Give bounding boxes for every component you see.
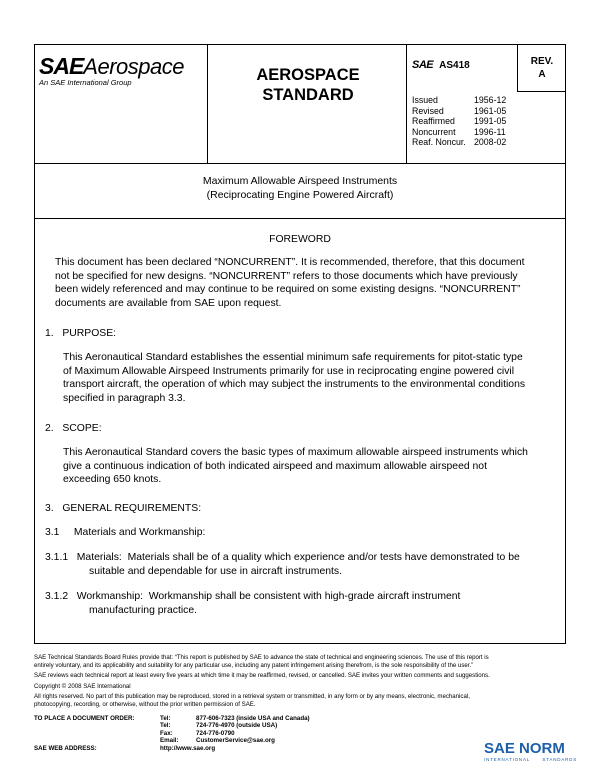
doc-mark: SAE <box>412 59 434 71</box>
rights-text: photocopying, recording, or otherwise, without the prior written permission of SAE. <box>34 701 256 709</box>
rev-value: A <box>538 69 546 80</box>
date-row <box>412 95 506 106</box>
text-line: manufacturing practice. <box>89 604 198 616</box>
title-line-2: (Reciprocating Engine Powered Aircraft) <box>206 189 394 201</box>
rev-label: REV. <box>530 56 554 67</box>
norm-logo-sub <box>484 757 577 762</box>
text-line: 3.1.2 Workmanship: Workmanship shall be consistent with high-grade aircraft instrument <box>45 591 461 602</box>
contact-value: 724-776-0790 <box>196 729 235 737</box>
contact-value: 877-606-7323 (inside USA and Canada) <box>196 715 310 722</box>
text-line: specified in paragraph 3.3. <box>63 392 186 404</box>
document-frame <box>34 44 566 644</box>
text-line: transport aircraft, the operation of which may subject the instruments to the environmental conditions <box>63 379 526 391</box>
date-value: 1996-11 <box>474 126 506 137</box>
contact-label: Tel: <box>160 715 171 722</box>
date-row <box>412 106 506 117</box>
text-line: 3.1.1 Materials: Materials shall be of a quality which experience and/or tests have demonstrated to be <box>45 552 520 563</box>
date-row <box>412 137 506 148</box>
contact-label: Email: <box>160 737 179 745</box>
date-label: Issued <box>412 95 438 105</box>
date-label: Noncurrent <box>412 126 456 137</box>
sae-norm-logo <box>484 740 577 762</box>
date-label: Reaf. Noncur. <box>412 137 466 147</box>
text-line: suitable and dependable for use in aircraft instruments. <box>89 565 342 577</box>
order-label: TO PLACE A DOCUMENT ORDER: <box>34 715 135 722</box>
norm-sub-left: INTERNATIONAL <box>484 757 531 762</box>
foreword-paragraph <box>55 256 525 310</box>
header-divider <box>406 45 407 163</box>
rules-text: entirely voluntary, and its applicability and suitability for any particular use, including any patent infringement arising therefrom, is the sole responsibility of the user.” <box>34 662 474 670</box>
contact-label: Fax: <box>160 729 173 737</box>
section-2-paragraph <box>63 446 528 487</box>
contact-values <box>196 715 396 745</box>
date-label: Reaffirmed <box>412 116 455 126</box>
contact-value: 724-776-4970 (outside USA) <box>196 722 278 730</box>
sae-aerospace-logo <box>39 53 184 87</box>
header-row <box>35 45 565 164</box>
text-line: This document has been declared “NONCURRENT”. It is recommended, therefore, that this document <box>55 257 525 268</box>
contact-email-link[interactable]: CustomerService@sae.org <box>196 737 275 745</box>
text-line: of Maximum Allowable Airspeed Instruments primarily for use in reciprocating engine powered civil <box>63 365 515 377</box>
text-line: not be specified for new designs. “NONCURRENT” refers to those documents which have previously <box>55 270 518 282</box>
date-value: 2008-02 <box>474 137 507 147</box>
section-3-1-heading: 3.1 Materials and Workmanship: <box>45 527 206 538</box>
rev-box-bottom <box>517 91 565 92</box>
document-number <box>412 59 470 71</box>
date-label: Revised <box>412 105 444 116</box>
section-1-heading: 1. PURPOSE: <box>45 328 117 339</box>
text-line: been widely referenced and may continue to be required on some existing designs. “NONCURRENT” <box>55 284 521 296</box>
text-line: give a continuous indication of both indicated airspeed and maximum allowable airspeed not <box>63 460 487 472</box>
web-address-link[interactable]: http://www.sae.org <box>160 745 216 752</box>
section-2-heading: 2. SCOPE: <box>45 423 102 434</box>
date-value: 1961-05 <box>474 105 507 116</box>
standard-title: AEROSPACE STANDARD <box>256 66 360 104</box>
title-line-1: Maximum Allowable Airspeed Instruments <box>202 175 398 187</box>
contact-label: Tel: <box>160 722 171 730</box>
web-label: SAE WEB ADDRESS: <box>34 745 97 752</box>
legal-footer <box>34 654 566 709</box>
text-line: This Aeronautical Standard covers the basic types of maximum allowable airspeed instruments which <box>63 447 528 458</box>
review-text: SAE reviews each technical report at least every five years at which time it may be reaffirmed, revised, or cancelled. SAE invites your written comments and suggestions. <box>34 672 490 680</box>
logo-sae: SAE <box>39 53 84 79</box>
section-3-heading: 3. GENERAL REQUIREMENTS: <box>45 503 202 514</box>
revision-box <box>519 55 565 81</box>
date-row <box>412 116 506 127</box>
date-row <box>412 127 506 138</box>
rights-text: All rights reserved. No part of this publication may be reproduced, stored in a retrieval system or transmitted, in any form or by any means, electronic, mechanical, <box>34 692 470 700</box>
text-line: This Aeronautical Standard establishes the essential minimum safe requirements for pitot-static type <box>63 352 523 363</box>
section-1-paragraph <box>63 351 525 405</box>
logo-tagline: An SAE International Group <box>39 78 132 87</box>
foreword-heading: FOREWORD <box>269 234 331 245</box>
section-3-1-2 <box>45 590 460 617</box>
date-history <box>412 95 506 148</box>
contact-labels <box>160 715 196 745</box>
section-3-1-1 <box>45 551 520 578</box>
doc-number: AS418 <box>439 60 470 71</box>
rules-text: SAE Technical Standards Board Rules provide that: “This report is published by SAE to advance the state of technical and engineering sciences. The use of this report is <box>34 654 489 661</box>
date-value: 1956-12 <box>474 95 507 105</box>
date-value: 1991-05 <box>474 116 507 126</box>
copyright-text: Copyright © 2008 SAE International <box>34 682 131 690</box>
text-line: exceeding 650 knots. <box>63 474 162 486</box>
header-divider <box>207 45 208 163</box>
norm-sub-right: STANDARDS <box>542 757 578 762</box>
norm-logo-text: SAE NORM <box>484 740 565 757</box>
document-title <box>35 163 565 219</box>
logo-aerospace: Aerospace <box>83 54 184 79</box>
text-line: documents are available from SAE upon request. <box>55 297 282 309</box>
header-divider <box>517 45 518 91</box>
